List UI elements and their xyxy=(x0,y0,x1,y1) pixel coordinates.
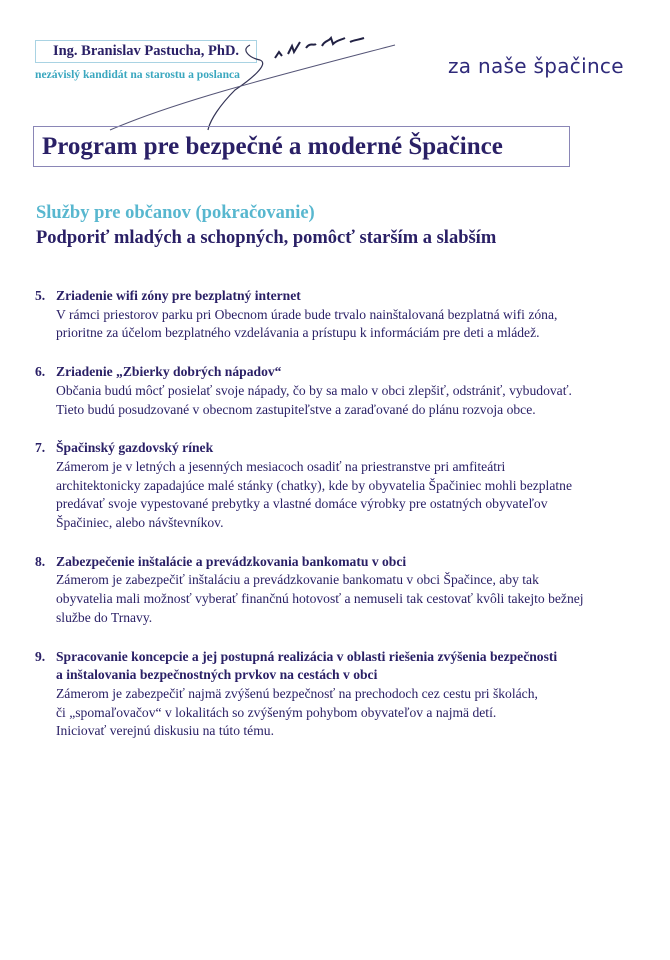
item-body-line: službe do Trnavy. xyxy=(56,609,153,625)
candidate-name: Ing. Branislav Pastucha, PhD. xyxy=(52,43,240,59)
item-number: 6. xyxy=(35,364,46,380)
item-heading: Zabezpečenie inštalácie a prevádzkovania bankomatu v obci xyxy=(56,553,407,569)
item-body-line: predávať svoje vypestované prebytky a vlastné domáce výrobky pre ostatných obyvateľov xyxy=(56,496,548,512)
item-heading: Zriadenie wifi zóny pre bezplatný internet xyxy=(56,288,301,303)
section-subtitle: Podporiť mladých a schopných, pomôcť starším a slabším xyxy=(36,228,497,248)
item-heading: Spracovanie koncepcie a jej postupná realizácia v oblasti riešenia zvýšenia bezpečnosti xyxy=(56,648,558,664)
item-body-line: Iniciovať verejnú diskusiu na túto tému. xyxy=(56,723,274,739)
program-item xyxy=(35,287,645,343)
item-number: 9. xyxy=(35,648,46,664)
program-item xyxy=(35,553,645,628)
item-body-line: V rámci priestorov parku pri Obecnom úrade bude trvalo nainštalovaná bezplatná wifi zóna, xyxy=(56,306,558,322)
item-number: 7. xyxy=(35,440,46,456)
item-body-line: Zámerom je zabezpečiť inštaláciu a prevádzkovanie bankomatu v obci Špačince, aby tak xyxy=(56,572,539,588)
page-title: Program pre bezpečné a moderné Špačince xyxy=(42,132,503,160)
item-body-line: architektonicky zapadajúce malé stánky (chatky), kde by obyvatelia Špačiniec mohli bezplatne xyxy=(56,477,572,493)
candidate-name-box xyxy=(35,40,257,63)
item-number: 5. xyxy=(35,288,46,303)
section-title: Služby pre občanov (pokračovanie) xyxy=(36,203,315,223)
item-heading: Zriadenie „Zbierky dobrých nápadov“ xyxy=(56,364,282,380)
item-body-line: Tieto budú posudzované v obecnom zastupiteľstve a zaraďované do plánu rozvoja obce. xyxy=(56,401,536,417)
candidate-subtitle: nezávislý kandidát na starostu a poslanca xyxy=(35,68,240,81)
item-body-line: Zámerom je zabezpečiť najmä zvýšenú bezpečnosť na prechodoch cez cestu pri školách, xyxy=(56,685,538,701)
item-body-line: prioritne za účelom bezplatného vzdelávania a prístupu k informáciám pre deti a mládež. xyxy=(56,325,540,341)
program-items xyxy=(35,287,645,761)
item-body-line: obyvatelia mali možnosť vyberať finančnú hotovosť a nemuseli tak cestovať kvôli takejto bežnej xyxy=(56,591,584,607)
brand-logo: za naše špačince xyxy=(448,54,624,78)
page-title-box xyxy=(33,126,570,167)
item-body-line: Zámerom je v letných a jesenných mesiacoch osadiť na priestranstve pri amfiteátri xyxy=(56,458,506,474)
item-body-line: Špačiniec, alebo návštevníkov. xyxy=(56,515,224,531)
item-body-line: Občania budú môcť posielať svoje nápady, čo by sa malo v obci zlepšiť, odstrániť, vybudovať. xyxy=(56,382,572,398)
item-heading: a inštalovania bezpečnostných prvkov na cestách v obci xyxy=(56,667,378,683)
program-item xyxy=(35,648,645,742)
program-item xyxy=(35,439,645,533)
item-heading: Špačinský gazdovský rínek xyxy=(56,440,214,456)
item-number: 8. xyxy=(35,553,46,569)
item-body-line: či „spomaľovačov“ v lokalitách so zvýšeným pohybom obyvateľov a najmä detí. xyxy=(56,704,497,720)
program-item xyxy=(35,363,645,419)
